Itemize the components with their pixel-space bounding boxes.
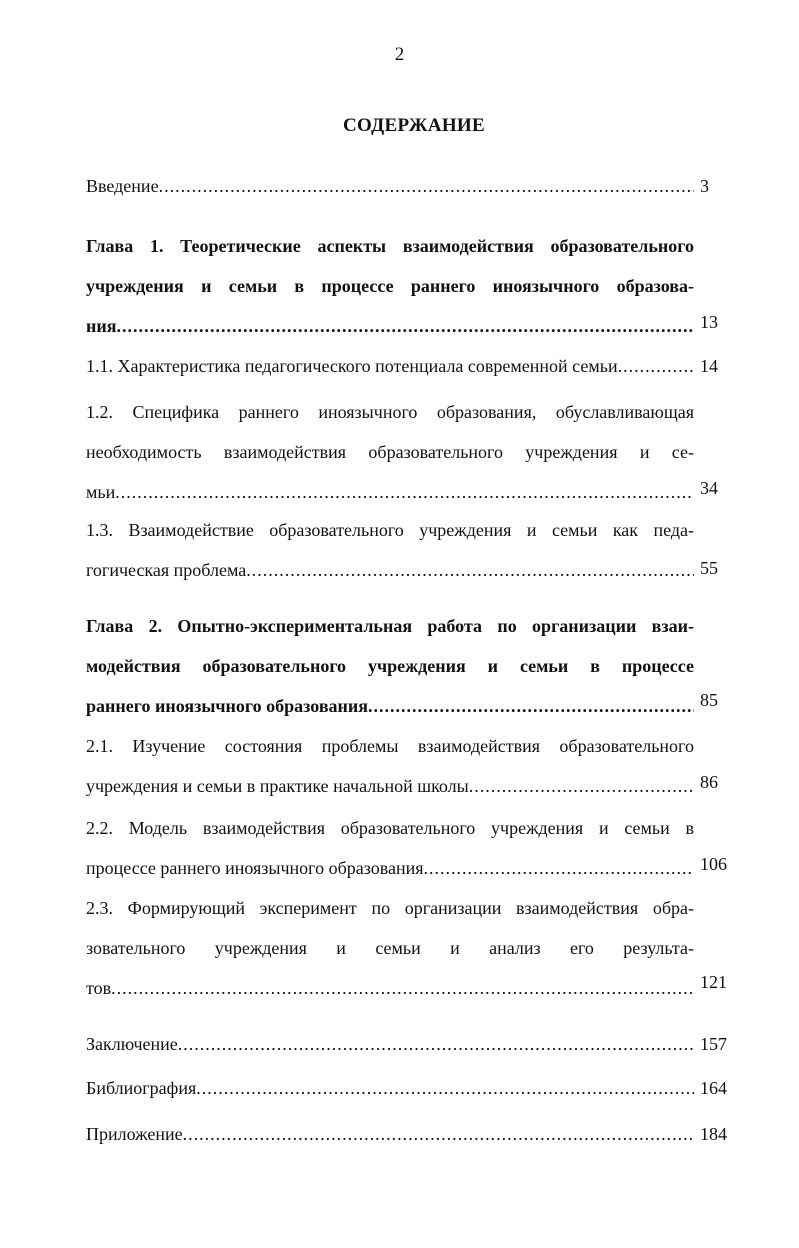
toc-entry-line: 2.2. Модель взаимодействия образовательного учреждения и семьи в	[86, 818, 694, 838]
toc-entry-line: учреждения и семьи в процессе раннего иноязычного образова-	[86, 276, 694, 296]
toc-entry-appendix[interactable]	[86, 1114, 694, 1154]
toc-page-number: 13	[700, 312, 718, 332]
leader-dots	[111, 968, 694, 1008]
toc-entry-section-1-2[interactable]	[86, 392, 694, 512]
toc-entry-line: Глава 2. Опытно-экспериментальная работа по организации взаи-	[86, 616, 694, 636]
toc-entry-line: 1.2. Специфика раннего иноязычного образования, обуславливающая	[86, 402, 694, 422]
toc-entry-conclusion[interactable]	[86, 1024, 694, 1064]
toc-entry-line: тов	[86, 978, 112, 998]
toc-page-number: 184	[700, 1124, 727, 1144]
toc-entry-line: 1.1. Характеристика педагогического потенциала современной семьи	[86, 356, 618, 376]
toc-entry-line: ния	[86, 316, 117, 336]
leader-dots	[159, 166, 694, 206]
toc-page-number: 86	[700, 772, 718, 792]
toc-entry-introduction[interactable]	[86, 166, 694, 206]
toc-entry-line: модействия образовательного учреждения и семьи в процессе	[86, 656, 694, 676]
toc-entry-line: необходимость взаимодействия образовательного учреждения и се-	[86, 442, 694, 462]
toc-page-number: 164	[700, 1078, 727, 1098]
toc-entry-line: Глава 1. Теоретические аспекты взаимодействия образовательного	[86, 236, 694, 256]
toc-page-number: 85	[700, 690, 718, 710]
toc-entry-line: 2.3. Формирующий эксперимент по организации взаимодействия обра-	[86, 898, 694, 918]
toc-entry-section-1-3[interactable]	[86, 510, 694, 590]
toc-page-number: 3	[700, 176, 709, 196]
leader-dots	[368, 686, 694, 726]
leader-dots	[183, 1114, 694, 1154]
leader-dots	[469, 766, 694, 806]
toc-entry-line: гогическая проблема	[86, 560, 247, 580]
toc-entry-line: 1.3. Взаимодействие образовательного учреждения и семьи как педа-	[86, 520, 694, 540]
toc-entry-section-2-1[interactable]	[86, 726, 694, 806]
toc-page-number: 34	[700, 478, 718, 498]
leader-dots	[424, 848, 694, 888]
toc-entry-line: мьи	[86, 482, 116, 502]
page-title: СОДЕРЖАНИЕ	[343, 115, 485, 136]
toc-entry-chapter-1[interactable]	[86, 226, 694, 346]
leader-dots	[115, 472, 694, 512]
toc-entry-bibliography[interactable]	[86, 1068, 694, 1108]
toc-entry-text: Введение	[86, 176, 159, 196]
toc-entry-line: зовательного учреждения и семьи и анализ его результа-	[86, 938, 694, 958]
leader-dots	[196, 1068, 694, 1108]
toc-entry-line: раннего иноязычного образования	[86, 696, 369, 716]
toc-page-number: 55	[700, 558, 718, 578]
toc-entry-section-2-3[interactable]	[86, 888, 694, 1008]
toc-entry-section-2-2[interactable]	[86, 808, 694, 888]
page-number: 2	[394, 44, 405, 65]
toc-entry-line: процессе раннего иноязычного образования	[86, 858, 424, 878]
toc-entry-text: Приложение	[86, 1124, 183, 1144]
toc-entry-section-1-1[interactable]	[86, 346, 694, 386]
toc-page-number: 157	[700, 1034, 727, 1054]
leader-dots	[178, 1024, 694, 1064]
toc-entry-line: 2.1. Изучение состояния проблемы взаимодействия образовательного	[86, 736, 694, 756]
toc-page-number: 14	[700, 356, 718, 376]
leader-dots	[246, 550, 694, 590]
toc-entry-text: Заключение	[86, 1034, 178, 1054]
toc-page-number: 106	[700, 854, 727, 874]
leader-dots	[618, 346, 694, 386]
toc-entry-text: Библиография	[86, 1078, 197, 1098]
toc-entry-chapter-2[interactable]	[86, 606, 694, 726]
toc-page-number: 121	[700, 972, 727, 992]
toc-entry-line: учреждения и семьи в практике начальной школы	[86, 776, 469, 796]
leader-dots	[116, 306, 694, 346]
